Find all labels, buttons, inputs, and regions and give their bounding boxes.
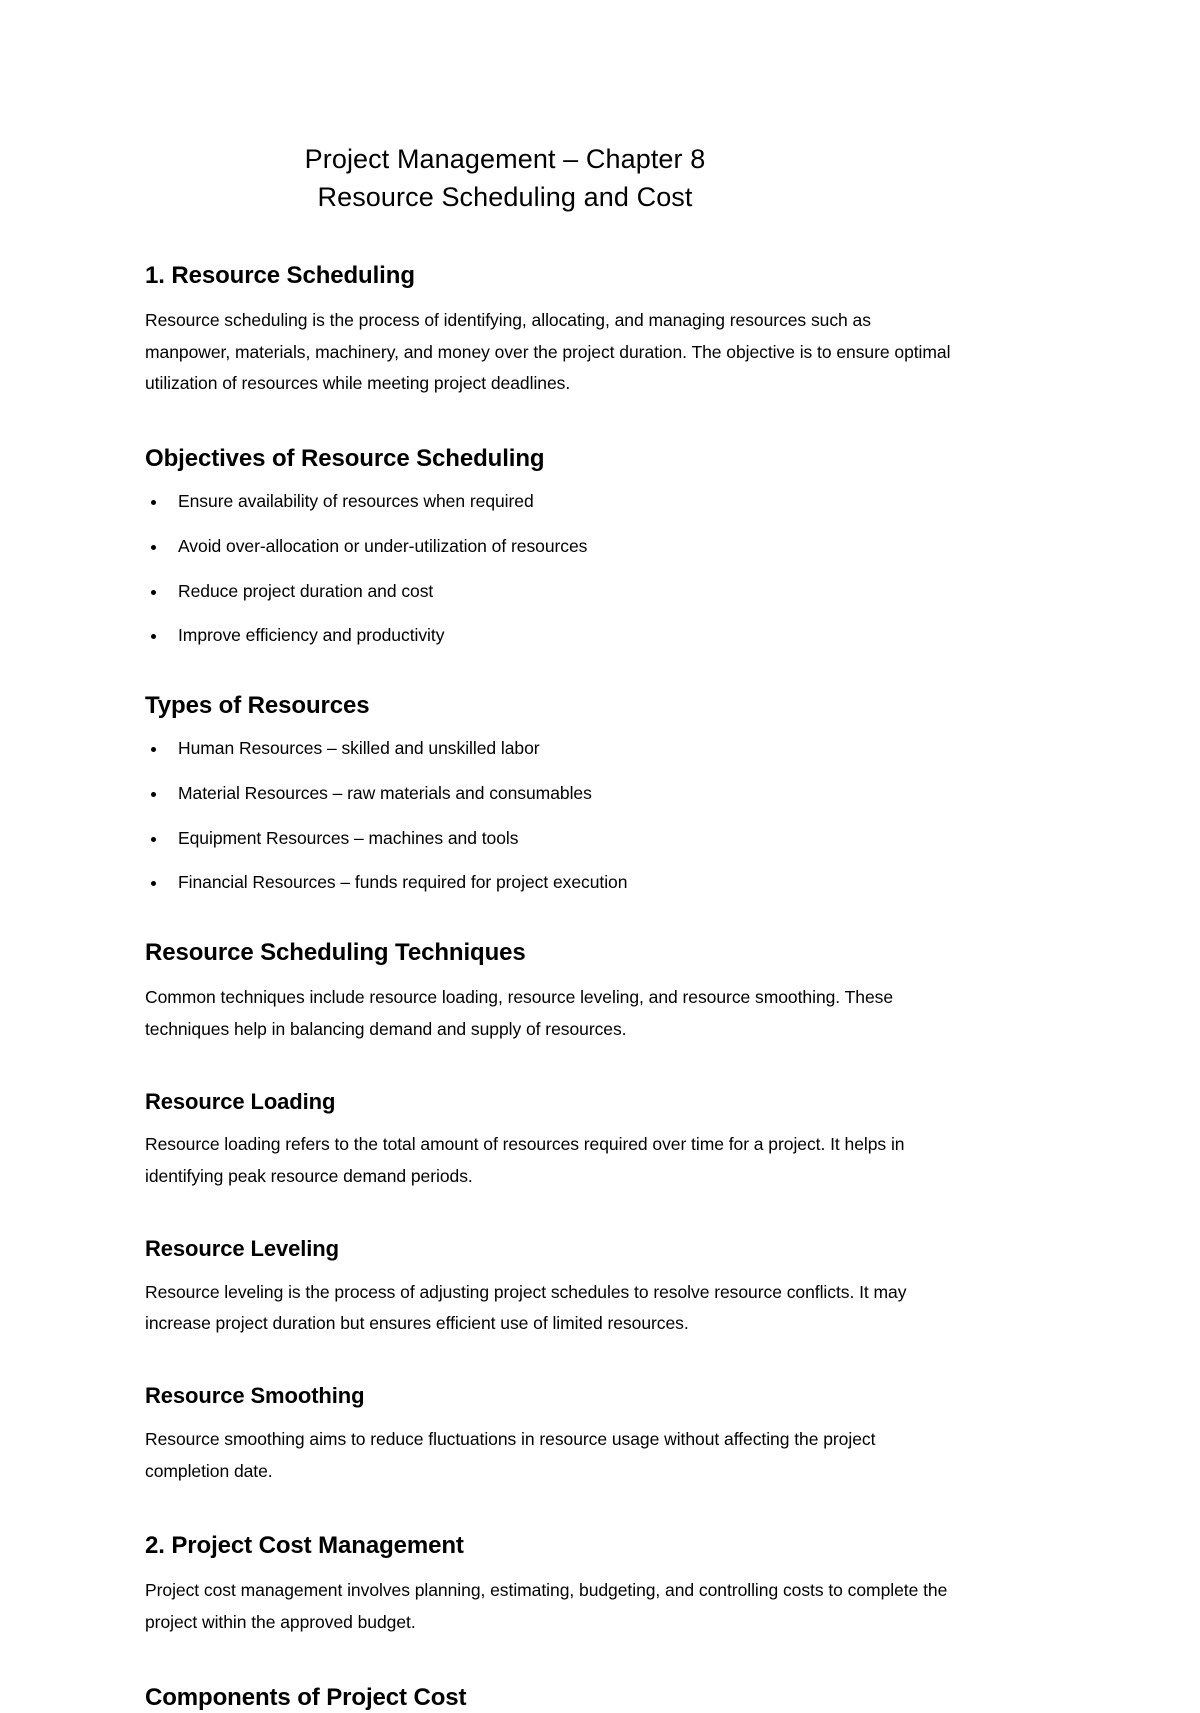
list-item xyxy=(145,580,960,603)
list-objectives xyxy=(145,490,960,647)
document-title-line-1: Project Management – Chapter 8 xyxy=(304,144,706,174)
list-item-label: Improve efficiency and productivity xyxy=(178,625,445,646)
paragraph-project-cost-management: Project cost management involves planning, estimating, budgeting, and controlling costs to complete the project within the approved budget. xyxy=(145,1580,948,1633)
heading-components-of-project-cost: Components of Project Cost xyxy=(145,1684,467,1712)
list-item xyxy=(145,490,960,513)
list-item-label: Avoid over-allocation or under-utilization of resources xyxy=(178,535,588,556)
list-item xyxy=(145,624,960,647)
list-item xyxy=(145,871,960,894)
document-title xyxy=(145,140,960,217)
heading-objectives: Objectives of Resource Scheduling xyxy=(145,445,545,473)
bullet-icon xyxy=(151,590,156,595)
heading-project-cost-management: 2. Project Cost Management xyxy=(145,1532,464,1560)
bullet-icon xyxy=(151,634,156,639)
bullet-icon xyxy=(151,545,156,550)
paragraph-resource-scheduling: Resource scheduling is the process of identifying, allocating, and managing resources such as manpower, materials, machinery, and money over the project duration. The objective is to ensure optimal utilization of resources while meeting project deadlines. xyxy=(145,309,951,394)
list-item-label: Material Resources – raw materials and consumables xyxy=(178,782,592,803)
bullet-icon xyxy=(151,881,156,886)
heading-scheduling-techniques: Resource Scheduling Techniques xyxy=(145,939,526,967)
list-item-label: Ensure availability of resources when required xyxy=(178,491,534,512)
heading-types-of-resources: Types of Resources xyxy=(145,692,370,720)
paragraph-scheduling-techniques: Common techniques include resource loading, resource leveling, and resource smoothing. These techniques help in balancing demand and supply of resources. xyxy=(145,987,894,1040)
heading-resource-smoothing: Resource Smoothing xyxy=(145,1383,365,1409)
bullet-icon xyxy=(151,747,156,752)
heading-resource-scheduling: 1. Resource Scheduling xyxy=(145,261,415,289)
list-item-label: Financial Resources – funds required for project execution xyxy=(178,872,628,893)
bullet-icon xyxy=(151,837,156,842)
paragraph-resource-loading: Resource loading refers to the total amount of resources required over time for a project. It helps in identifying peak resource demand periods. xyxy=(145,1134,905,1187)
paragraph-resource-smoothing: Resource smoothing aims to reduce fluctuations in resource usage without affecting the project completion date. xyxy=(145,1428,876,1481)
document-title-line-2: Resource Scheduling and Cost xyxy=(317,182,693,213)
list-types-of-resources xyxy=(145,737,960,894)
bullet-icon xyxy=(151,792,156,797)
list-item xyxy=(145,737,960,760)
heading-resource-leveling: Resource Leveling xyxy=(145,1236,339,1262)
heading-resource-loading: Resource Loading xyxy=(145,1088,336,1114)
list-item xyxy=(145,535,960,558)
paragraph-resource-leveling: Resource leveling is the process of adjusting project schedules to resolve resource conflicts. It may increase project duration but ensures efficient use of limited resources. xyxy=(145,1281,907,1334)
list-item xyxy=(145,782,960,805)
bullet-icon xyxy=(151,500,156,505)
list-item-label: Human Resources – skilled and unskilled labor xyxy=(178,738,540,759)
list-item-label: Reduce project duration and cost xyxy=(178,580,434,601)
list-item-label: Equipment Resources – machines and tools xyxy=(178,827,519,848)
list-item xyxy=(145,827,960,850)
